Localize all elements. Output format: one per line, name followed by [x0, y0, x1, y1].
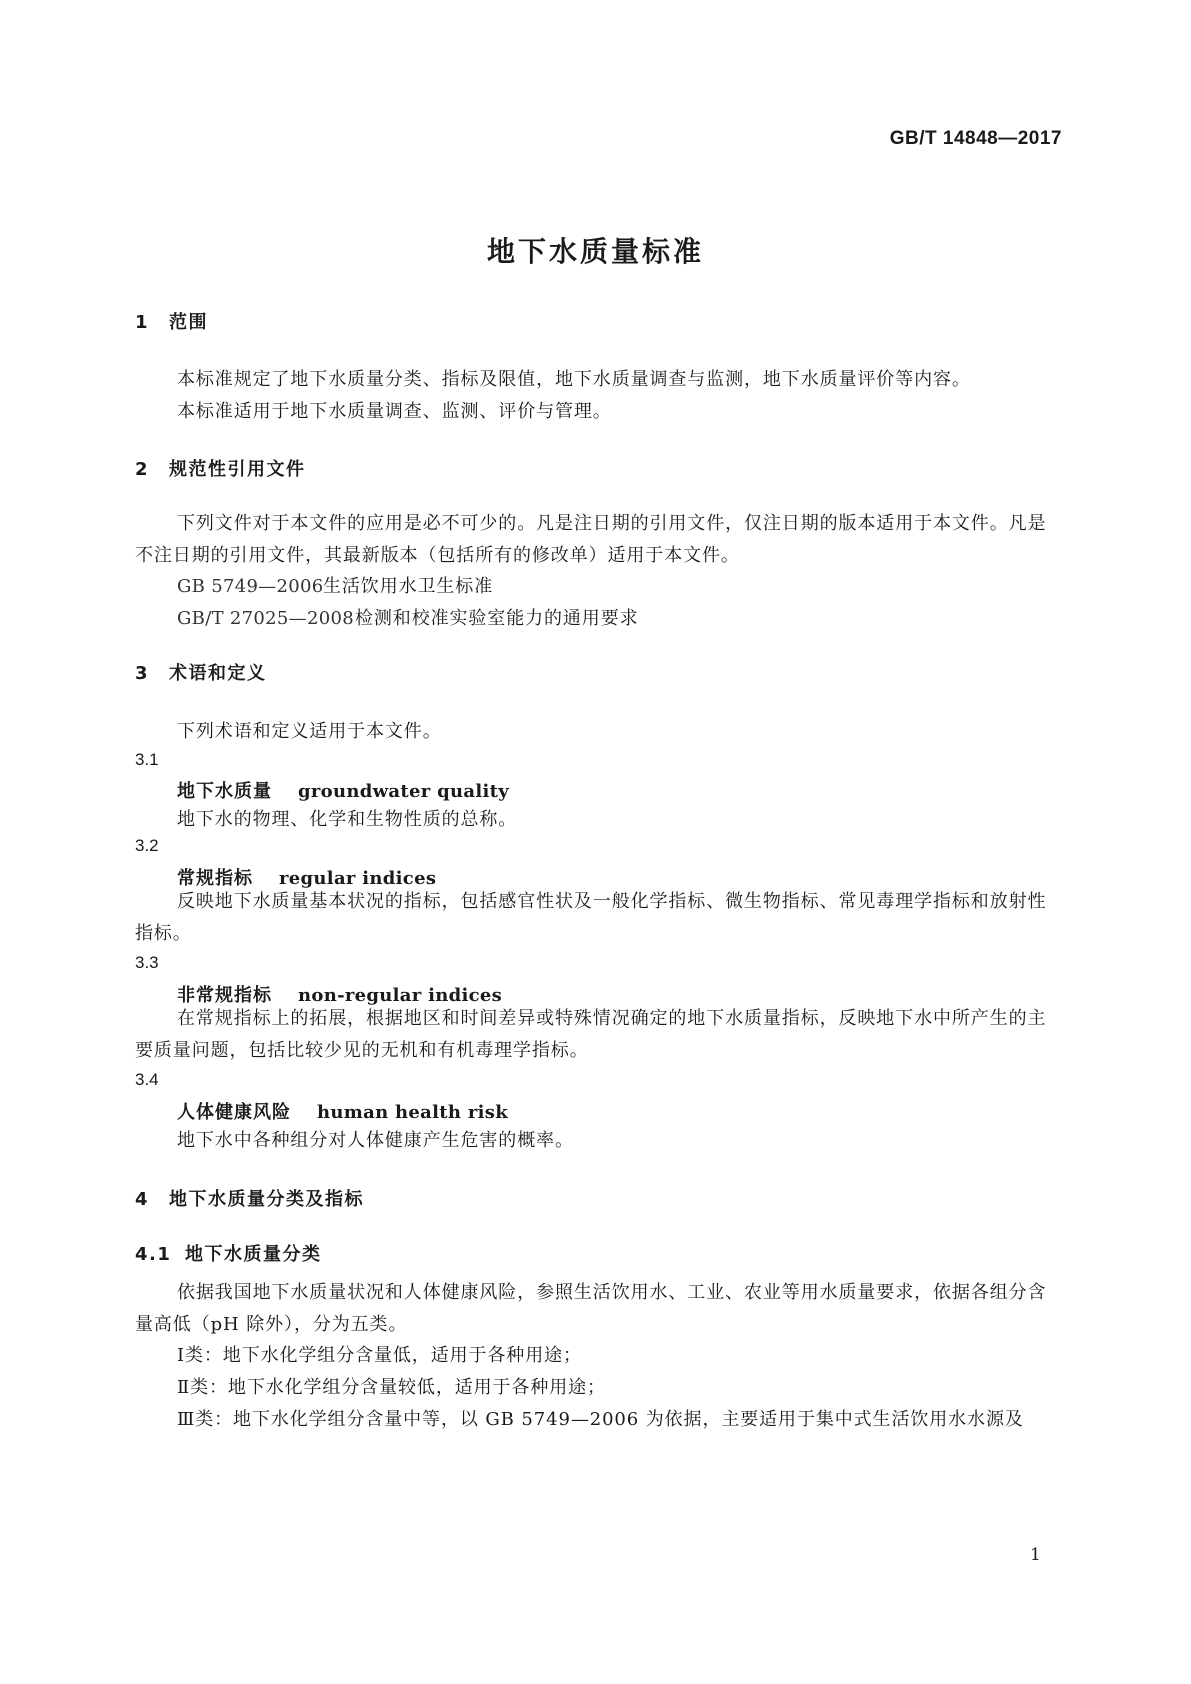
reference-name: 检测和校准实验室能力的通用要求 — [355, 608, 639, 629]
section-title: 范围 — [169, 312, 208, 333]
standard-code: GB/T 14848—2017 — [889, 128, 1062, 149]
term-en: human health risk — [317, 1102, 508, 1123]
reference-code: GB 5749—2006 — [177, 576, 324, 597]
document-title: 地下水质量标准 — [486, 235, 704, 268]
term-number: 3.2 — [135, 836, 159, 855]
term-en: regular indices — [279, 868, 437, 889]
section-1-heading — [135, 308, 208, 334]
paragraph: 依据我国地下水质量状况和人体健康风险，参照生活饮用水、工业、农业等用水质量要求，依据各组分含量高低（pH 除外），分为五类。 — [135, 1282, 1047, 1335]
term-definition: 地下水的物理、化学和生物性质的总称。 — [177, 809, 518, 830]
paragraph: 下列术语和定义适用于本文件。 — [177, 721, 442, 742]
subsection-title: 地下水质量分类 — [185, 1244, 322, 1265]
term-definition: 在常规指标上的拓展，根据地区和时间差异或特殊情况确定的地下水质量指标，反映地下水中所产生的主要质量问题，包括比较少见的无机和有机毒理学指标。 — [135, 1008, 1047, 1061]
section-number: 4 — [135, 1189, 150, 1210]
term-zh: 人体健康风险 — [177, 1102, 291, 1123]
section-4-heading — [135, 1185, 364, 1211]
reference-name: 生活饮用水卫生标准 — [323, 576, 494, 597]
section-3-heading — [135, 659, 267, 685]
term-number: 3.4 — [135, 1070, 159, 1089]
paragraph: 本标准规定了地下水质量分类、指标及限值，地下水质量调查与监测，地下水质量评价等内容。 — [177, 369, 971, 390]
section-title: 规范性引用文件 — [169, 459, 306, 480]
section-number: 1 — [135, 312, 150, 333]
reference-item — [177, 604, 639, 630]
paragraph: 本标准适用于地下水质量调查、监测、评价与管理。 — [177, 401, 612, 422]
section-title: 术语和定义 — [169, 663, 267, 684]
term-zh: 非常规指标 — [177, 985, 272, 1006]
class-item: Ⅱ类：地下水化学组分含量较低，适用于各种用途； — [177, 1377, 606, 1398]
term-zh: 地下水质量 — [177, 781, 272, 802]
term-en: non-regular indices — [298, 985, 503, 1006]
section-title: 地下水质量分类及指标 — [169, 1189, 364, 1210]
reference-item — [177, 572, 493, 598]
term-zh: 常规指标 — [177, 868, 253, 889]
class-item: Ⅲ类：地下水化学组分含量中等，以 GB 5749—2006 为依据，主要适用于集中式生活饮用水水源及 — [177, 1409, 1024, 1430]
subsection-number: 4.1 — [135, 1244, 172, 1265]
term-en: groundwater quality — [298, 781, 509, 802]
term-definition: 地下水中各种组分对人体健康产生危害的概率。 — [177, 1130, 574, 1151]
paragraph: 下列文件对于本文件的应用是必不可少的。凡是注日期的引用文件，仅注日期的版本适用于本文件。凡是不注日期的引用文件，其最新版本（包括所有的修改单）适用于本文件。 — [135, 513, 1047, 566]
section-number: 2 — [135, 459, 150, 480]
term-title — [177, 1098, 508, 1124]
term-definition: 反映地下水质量基本状况的指标，包括感官性状及一般化学指标、微生物指标、常见毒理学指标和放射性指标。 — [135, 891, 1047, 944]
reference-code: GB/T 27025—2008 — [177, 608, 354, 629]
section-number: 3 — [135, 663, 150, 684]
page-number: 1 — [1030, 1545, 1041, 1565]
term-number: 3.3 — [135, 953, 159, 972]
term-title — [177, 777, 509, 803]
section-2-heading — [135, 455, 306, 481]
term-number: 3.1 — [135, 750, 159, 769]
class-item: Ⅰ类：地下水化学组分含量低，适用于各种用途； — [177, 1345, 582, 1366]
subsection-4-1-heading — [135, 1240, 322, 1266]
